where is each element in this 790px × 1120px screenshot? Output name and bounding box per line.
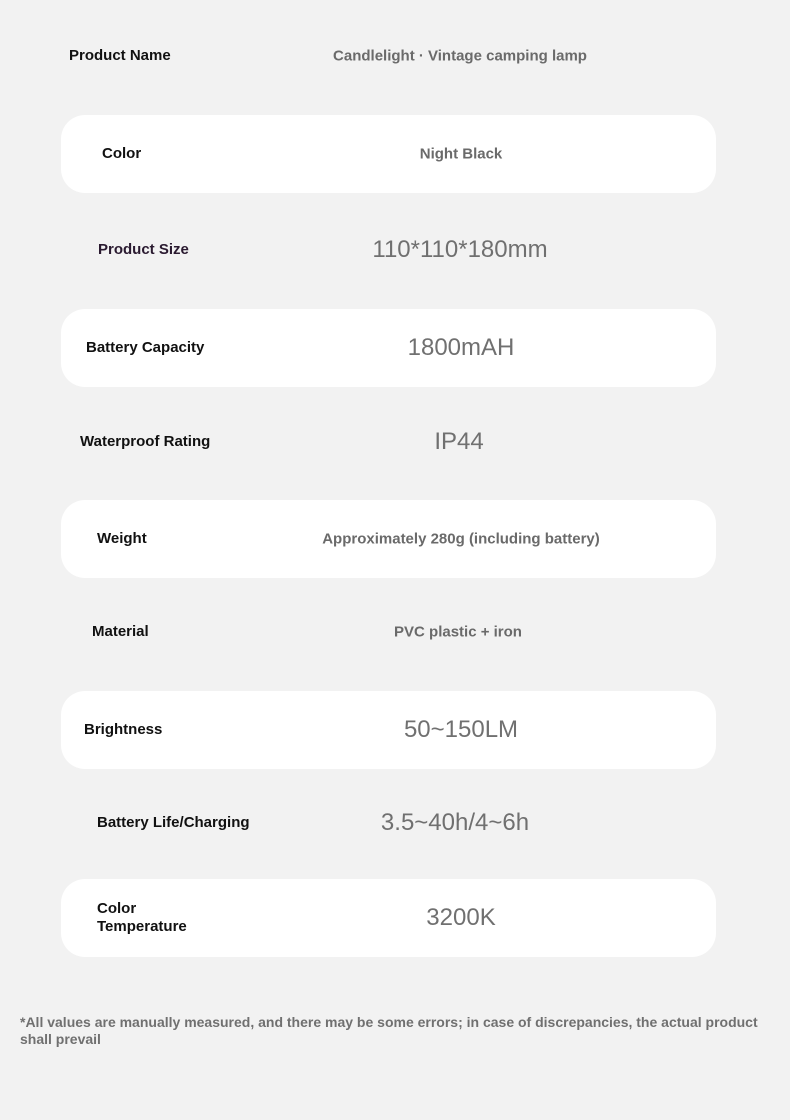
spec-row-color-temperature [61,879,716,957]
spec-value: 50~150LM [403,716,519,743]
footnote: *All values are manually measured, and there may be some errors; in case of discrepancies, the actual product shall prevail [20,1014,758,1047]
spec-value: 1800mAH [407,334,515,361]
spec-label: Battery Capacity [86,339,205,356]
spec-value: PVC plastic + iron [394,623,522,641]
spec-value: Approximately 280g (including battery) [322,530,600,548]
spec-value: IP44 [434,428,484,455]
spec-value: Night Black [419,145,503,163]
spec-label: Color [102,145,142,162]
spec-label: Color Temperature [97,900,187,935]
spec-row-product-size [61,211,716,289]
spec-row-weight [61,500,716,578]
spec-row-battery-life [61,784,716,862]
spec-row-waterproof-rating [61,403,716,481]
spec-row-brightness [61,691,716,769]
spec-row-battery-capacity [61,309,716,387]
spec-label: Product Size [98,241,189,258]
spec-value: 3.5~40h/4~6h [380,809,530,836]
spec-value: 3200K [426,904,496,931]
spec-label: Material [92,623,149,640]
spec-row-material [61,593,716,671]
spec-label: Weight [97,530,147,547]
spec-label: Brightness [84,721,163,738]
spec-label: Product Name [69,47,171,64]
spec-value: Candlelight · Vintage camping lamp [333,47,587,65]
spec-row-product-name [61,17,716,95]
spec-label: Battery Life/Charging [97,814,250,831]
spec-label: Waterproof Rating [80,433,211,450]
spec-row-color [61,115,716,193]
spec-value: 110*110*180mm [372,236,548,263]
